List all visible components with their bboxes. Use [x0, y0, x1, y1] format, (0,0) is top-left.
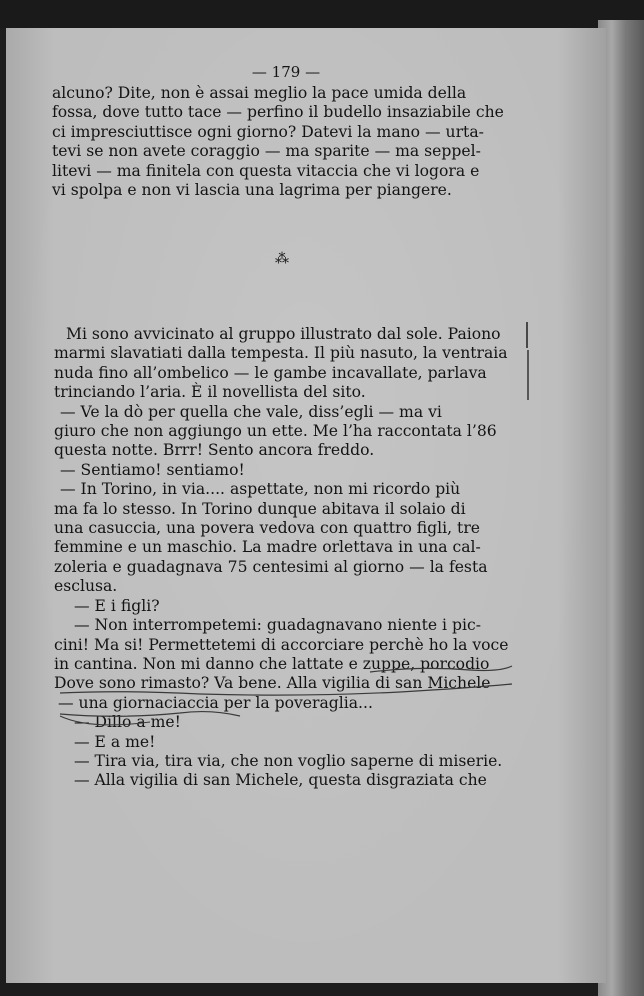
text-line: fossa, dove tutto tace — perfino il budello insaziabile che — [52, 103, 504, 122]
pencil-stroke — [60, 684, 512, 695]
text-line: giuro che non aggiungo un ette. Me l’ha raccontata l’86 — [54, 422, 497, 441]
text-line: vi spolpa e non vi lascia una lagrima per piangere. — [52, 181, 452, 200]
text-line: — In Torino, in via.... aspettate, non mi ricordo più — [60, 480, 461, 499]
page-number: — 179 — — [251, 63, 321, 81]
text-line: ma fa lo stesso. In Torino dunque abitava il solaio di — [54, 499, 466, 518]
pencil-stroke — [60, 712, 240, 717]
text-line: litevi — ma finitela con questa vitaccia che vi logora e — [52, 161, 480, 180]
text-line: — E i figli? — [74, 596, 160, 615]
text-line: nuda fino all’ombelico — le gambe incavallate, parlava — [54, 363, 487, 382]
pencil-stroke — [370, 666, 512, 672]
text-line: — Non interrompetemi: guadagnavano niente i pic- — [74, 616, 481, 635]
text-line: — Alla vigilia di san Michele, questa disgraziata che — [74, 771, 487, 790]
text-line: Dove sono rimasto? Va bene. Alla vigilia di san Michele — [54, 674, 491, 693]
text-line: marmi slavatiati dalla tempesta. Il più nasuto, la ventraia — [54, 344, 508, 363]
text-line: zoleria e guadagnava 75 centesimi al giorno — la festa — [54, 557, 488, 576]
text-line: questa notte. Brrr! Sento ancora freddo. — [54, 441, 375, 460]
text-line: ci impresciuttisce ogni giorno? Datevi la mano — urta- — [52, 122, 484, 141]
text-line: in cantina. Non mi danno che lattate e zuppe, porcodio — [54, 654, 490, 673]
text-line: trinciando l’aria. È il novellista del sito. — [54, 383, 366, 402]
asterism-separator: ⁂ — [275, 251, 289, 267]
text-line: — Sentiamo! sentiamo! — [60, 460, 245, 479]
text-line: esclusa. — [54, 577, 118, 596]
text-line: tevi se non avete coraggio — ma sparite — ma seppel- — [52, 142, 481, 161]
text-line: — Tira via, tira via, che non voglio saperne di miserie. — [74, 751, 503, 770]
text-line: Mi sono avvicinato al gruppo illustrato dal sole. Paiono — [66, 325, 501, 343]
text-line: — Ve la dò per quella che vale, diss’egli — ma vi — [60, 402, 442, 421]
text-line: alcuno? Dite, non è assai meglio la pace umida della — [52, 84, 467, 102]
text-line: — una giornaciaccia per la poveraglia... — [58, 693, 373, 712]
pencil-stroke — [60, 716, 150, 725]
text-line: cini! Ma si! Permettetemi di accorciare perchè ho la voce — [54, 635, 509, 654]
text-line: una casuccia, una povera vedova con quattro figli, tre — [54, 519, 481, 538]
text-line: — E a me! — [74, 732, 156, 751]
text-line: — Dillo a me! — [74, 713, 181, 732]
text-line: femmine e un maschio. La madre orlettava in una cal- — [54, 538, 481, 557]
